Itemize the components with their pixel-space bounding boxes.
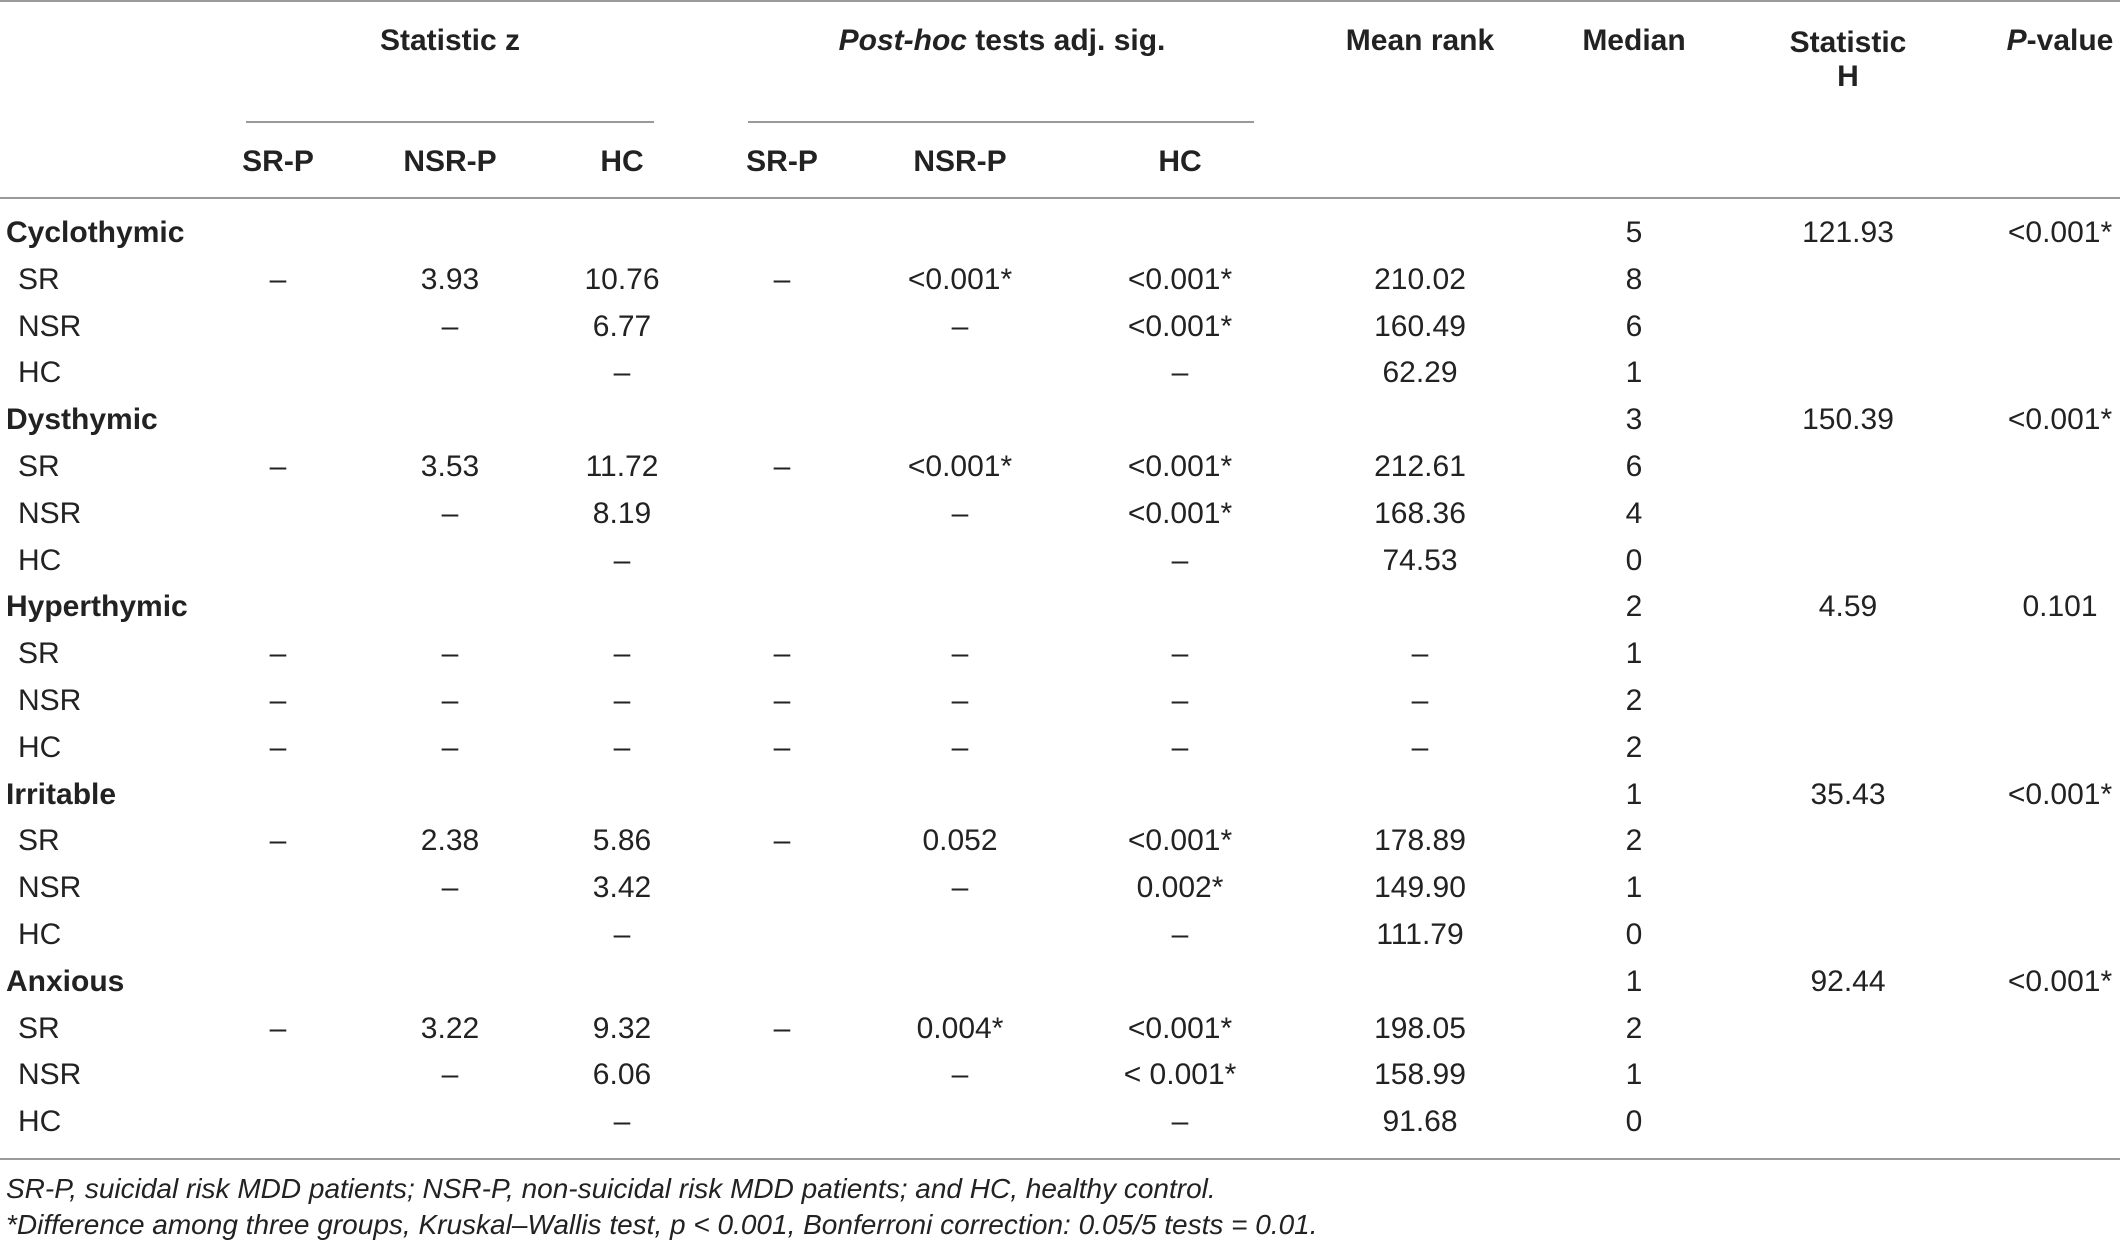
header-median: Median: [1582, 24, 1686, 57]
mean-rank-cell: 210.02: [1374, 263, 1466, 296]
statistic-z-cell: –: [441, 497, 459, 530]
header-statistic-h-line2: H: [1837, 60, 1859, 93]
posthoc-sig-cell: –: [951, 684, 969, 717]
header-pvalue: [2007, 24, 2114, 58]
posthoc-sig-cell: –: [773, 684, 791, 717]
row-label: SR: [18, 263, 60, 296]
pvalue-cell: <0.001*: [2007, 965, 2113, 998]
header-bottom-rule: [0, 197, 2120, 199]
median-cell: 1: [1625, 778, 1643, 811]
posthoc-sig-cell: –: [951, 637, 969, 670]
posthoc-sig-cell: <0.001*: [907, 450, 1013, 483]
header-statistic-h-line1: Statistic: [1789, 26, 1907, 59]
statistic-z-cell: –: [613, 637, 631, 670]
statistic-z-cell: –: [269, 450, 287, 483]
subheader-z-nsrp: NSR-P: [403, 145, 497, 178]
statistic-z-cell: –: [269, 263, 287, 296]
row-label: NSR: [18, 684, 82, 717]
statistic-z-underline: [246, 121, 654, 123]
posthoc-sig-cell: –: [773, 450, 791, 483]
row-label: NSR: [18, 871, 82, 904]
header-posthoc: [839, 24, 1166, 58]
statistic-z-cell: –: [613, 918, 631, 951]
statistic-h-cell: 4.59: [1818, 590, 1878, 623]
statistic-z-cell: –: [441, 871, 459, 904]
statistic-z-cell: –: [441, 684, 459, 717]
median-cell: 0: [1625, 1105, 1643, 1138]
posthoc-sig-cell: <0.001*: [1127, 497, 1233, 530]
median-cell: 1: [1625, 965, 1643, 998]
posthoc-sig-cell: –: [773, 263, 791, 296]
posthoc-sig-cell: –: [1171, 356, 1189, 389]
row-label: HC: [18, 356, 62, 389]
median-cell: 2: [1625, 1012, 1643, 1045]
median-cell: 5: [1625, 216, 1643, 249]
statistic-z-cell: –: [269, 684, 287, 717]
group-label: Dysthymic: [6, 403, 158, 436]
header-statistic-h: [1790, 26, 1907, 94]
posthoc-sig-cell: < 0.001*: [1123, 1058, 1237, 1091]
group-label: Hyperthymic: [6, 590, 188, 623]
statistic-h-cell: 150.39: [1802, 403, 1894, 436]
posthoc-sig-cell: –: [1171, 544, 1189, 577]
posthoc-sig-cell: <0.001*: [907, 263, 1013, 296]
posthoc-sig-cell: –: [1171, 1105, 1189, 1138]
mean-rank-cell: 198.05: [1374, 1012, 1466, 1045]
header-pvalue-italic: P: [2006, 24, 2027, 57]
row-label: SR: [18, 637, 60, 670]
posthoc-sig-cell: –: [951, 731, 969, 764]
subheader-p-hc: HC: [1158, 145, 1202, 178]
statistic-z-cell: –: [613, 731, 631, 764]
statistic-z-cell: –: [269, 824, 287, 857]
mean-rank-cell: 168.36: [1374, 497, 1466, 530]
statistic-z-cell: 5.86: [592, 824, 652, 857]
row-label: HC: [18, 731, 62, 764]
mean-rank-cell: 91.68: [1382, 1105, 1458, 1138]
pvalue-cell: <0.001*: [2007, 778, 2113, 811]
statistic-h-cell: 121.93: [1802, 216, 1894, 249]
posthoc-sig-cell: –: [773, 824, 791, 857]
row-label: SR: [18, 824, 60, 857]
median-cell: 2: [1625, 590, 1643, 623]
statistic-z-cell: 8.19: [592, 497, 652, 530]
pvalue-cell: <0.001*: [2007, 403, 2113, 436]
mean-rank-cell: –: [1411, 637, 1429, 670]
subheader-z-hc: HC: [600, 145, 644, 178]
statistic-z-cell: –: [441, 731, 459, 764]
statistic-z-cell: 10.76: [584, 263, 660, 296]
statistic-z-cell: –: [613, 684, 631, 717]
pvalue-cell: 0.101: [2022, 590, 2098, 623]
statistic-z-cell: –: [613, 1105, 631, 1138]
median-cell: 6: [1625, 450, 1643, 483]
posthoc-sig-cell: –: [773, 731, 791, 764]
statistic-z-cell: 9.32: [592, 1012, 652, 1045]
statistic-z-cell: 6.06: [592, 1058, 652, 1091]
statistic-z-cell: 3.53: [420, 450, 480, 483]
statistic-z-cell: –: [269, 731, 287, 764]
mean-rank-cell: 62.29: [1382, 356, 1458, 389]
subheader-p-srp: SR-P: [746, 145, 818, 178]
median-cell: 1: [1625, 1058, 1643, 1091]
mean-rank-cell: 160.49: [1374, 310, 1466, 343]
mean-rank-cell: 74.53: [1382, 544, 1458, 577]
statistic-h-cell: 92.44: [1810, 965, 1886, 998]
median-cell: 1: [1625, 637, 1643, 670]
posthoc-sig-cell: 0.052: [922, 824, 998, 857]
mean-rank-cell: –: [1411, 684, 1429, 717]
row-label: HC: [18, 918, 62, 951]
group-label: Anxious: [6, 965, 125, 998]
posthoc-sig-cell: 0.004*: [916, 1012, 1004, 1045]
mean-rank-cell: –: [1411, 731, 1429, 764]
median-cell: 0: [1625, 544, 1643, 577]
footnote-abbreviations: SR-P, suicidal risk MDD patients; NSR-P, non-suicidal risk MDD patients; and HC, healthy control.: [6, 1173, 1216, 1204]
posthoc-sig-cell: –: [773, 637, 791, 670]
row-label: NSR: [18, 497, 82, 530]
group-label: Irritable: [6, 778, 117, 811]
group-label: Cyclothymic: [6, 216, 185, 249]
header-pvalue-rest: -value: [2026, 24, 2114, 57]
mean-rank-cell: 149.90: [1374, 871, 1466, 904]
pvalue-cell: <0.001*: [2007, 216, 2113, 249]
statistic-z-cell: –: [441, 1058, 459, 1091]
posthoc-sig-cell: –: [951, 310, 969, 343]
statistic-z-cell: 3.22: [420, 1012, 480, 1045]
row-label: NSR: [18, 1058, 82, 1091]
statistic-z-cell: –: [613, 544, 631, 577]
row-label: NSR: [18, 310, 82, 343]
posthoc-sig-cell: –: [1171, 637, 1189, 670]
median-cell: 2: [1625, 824, 1643, 857]
posthoc-sig-cell: –: [951, 871, 969, 904]
row-label: HC: [18, 544, 62, 577]
posthoc-sig-cell: –: [1171, 731, 1189, 764]
median-cell: 4: [1625, 497, 1643, 530]
median-cell: 1: [1625, 871, 1643, 904]
header-statistic-z: Statistic z: [379, 24, 521, 57]
footnote-significance: *Difference among three groups, Kruskal–Wallis test, p < 0.001, Bonferroni correction: 0.05/5 tests = 0.01.: [6, 1209, 1318, 1240]
posthoc-sig-cell: <0.001*: [1127, 824, 1233, 857]
median-cell: 1: [1625, 356, 1643, 389]
statistic-z-cell: –: [441, 637, 459, 670]
median-cell: 6: [1625, 310, 1643, 343]
statistic-z-cell: 11.72: [585, 450, 659, 483]
median-cell: 8: [1625, 263, 1643, 296]
statistic-z-cell: 3.93: [420, 263, 480, 296]
posthoc-sig-cell: <0.001*: [1127, 310, 1233, 343]
mean-rank-cell: 111.79: [1376, 918, 1464, 951]
posthoc-sig-cell: 0.002*: [1136, 871, 1224, 904]
posthoc-sig-cell: –: [1171, 918, 1189, 951]
statistic-z-cell: 6.77: [592, 310, 652, 343]
header-posthoc-italic: Post-hoc: [838, 24, 967, 57]
row-label: HC: [18, 1105, 62, 1138]
statistic-z-cell: –: [269, 1012, 287, 1045]
statistic-z-cell: 2.38: [420, 824, 480, 857]
median-cell: 2: [1625, 684, 1643, 717]
mean-rank-cell: 178.89: [1374, 824, 1466, 857]
posthoc-sig-cell: <0.001*: [1127, 450, 1233, 483]
posthoc-sig-cell: –: [951, 497, 969, 530]
median-cell: 2: [1625, 731, 1643, 764]
row-label: SR: [18, 1012, 60, 1045]
posthoc-sig-cell: <0.001*: [1127, 1012, 1233, 1045]
mean-rank-cell: 212.61: [1374, 450, 1466, 483]
subheader-z-srp: SR-P: [242, 145, 314, 178]
statistic-z-cell: –: [269, 637, 287, 670]
table-bottom-rule: [0, 1158, 2120, 1160]
row-label: SR: [18, 450, 60, 483]
mean-rank-cell: 158.99: [1374, 1058, 1466, 1091]
header-mean-rank: Mean rank: [1345, 24, 1495, 57]
posthoc-sig-cell: –: [951, 1058, 969, 1091]
statistic-z-cell: 3.42: [592, 871, 652, 904]
median-cell: 3: [1625, 403, 1643, 436]
posthoc-sig-cell: –: [773, 1012, 791, 1045]
statistic-z-cell: –: [441, 310, 459, 343]
table-top-rule: [0, 0, 2120, 2]
subheader-p-nsrp: NSR-P: [913, 145, 1007, 178]
statistic-h-cell: 35.43: [1810, 778, 1886, 811]
posthoc-underline: [748, 121, 1254, 123]
median-cell: 0: [1625, 918, 1643, 951]
posthoc-sig-cell: <0.001*: [1127, 263, 1233, 296]
header-posthoc-rest: tests adj. sig.: [966, 24, 1166, 57]
posthoc-sig-cell: –: [1171, 684, 1189, 717]
statistic-z-cell: –: [613, 356, 631, 389]
